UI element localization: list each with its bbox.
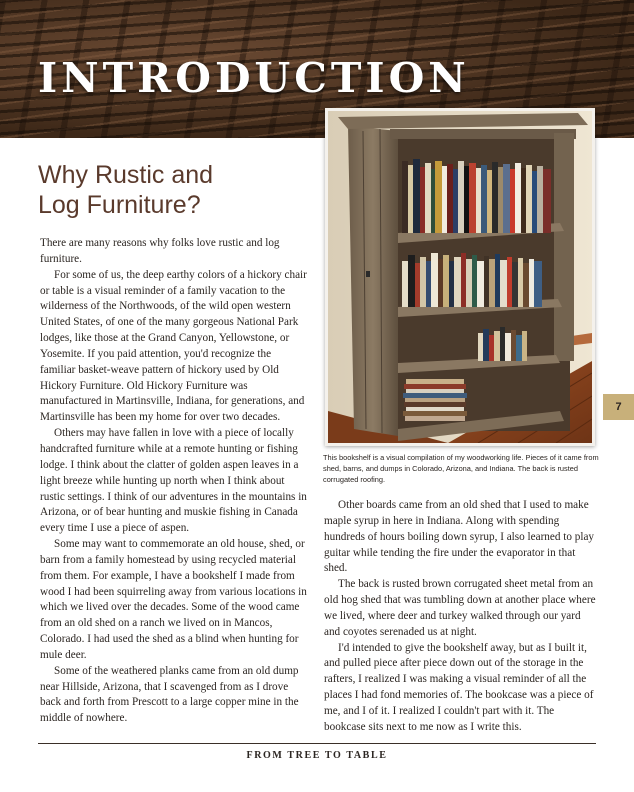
body-paragraph: I'd intended to give the bookshelf away, but as I built it, and pulled piece after piece down out of the storage in the rafters, I realized I was making a visual reminder of all the places I had fond memories of. The bookcase was a piece of me, and I of it. I realized I couldn't part with it. The bookcase sits next to me now as I write this. xyxy=(324,641,594,733)
photo-caption: This bookshelf is a visual compilation of my woodworking life. Pieces of it came from shed, barns, and dumps in Colorado, Arizona, and Indiana. The back is rusted corrugated roofing. xyxy=(323,453,599,484)
bookshelf-photo xyxy=(325,108,595,446)
page-number-tab xyxy=(603,394,634,420)
bookshelf-illustration xyxy=(328,111,592,443)
body-paragraph: For some of us, the deep earthy colors of a hickory chair or table is a visual reminder of a family vacation to the wilderness of the Northwoods, of the wild open western United States, of one of the many gorgeous National Park lodges, like those at the Grand Canyon, Yellowstone, or Yosemite. If you paid attention, you'd recognize the familiar basket-weave pattern of hickory used by Old Hickory Furniture. Old Hickory Furniture was manufactured in Martinsville, Indiana, for generations, and Martinsville has been my home for over two decades. xyxy=(40,268,307,424)
chapter-title: INTRODUCTION xyxy=(38,54,470,102)
body-paragraph: Other boards came from an old shed that I used to make maple syrup in here in Indiana. Along with spending hundreds of hours boiling down syrup, I also learned to play guitar while tending the fire under the evaporator in that shed. xyxy=(324,499,595,575)
section-title-line-1: Why Rustic and xyxy=(38,161,214,189)
body-paragraph: The back is rusted brown corrugated sheet metal from an old hog shed that was tumbling down at another place where we lived, where deer and turkey walked through our yard and coyotes serenaded us at night. xyxy=(324,578,596,638)
section-title-line-2: Log Furniture? xyxy=(38,191,201,219)
body-paragraph: Others may have fallen in love with a piece of locally handcrafted furniture while at a remote hunting or fishing lodge. I think about the clatter of golden aspen leaves in a light breeze while hunting up north when I think about rustic settings. I think of our adventures in the mountains in Arizona, or of bear hunting and muskie fishing in Canada every time I use a piece of aspen. xyxy=(40,427,307,535)
running-footer: FROM TREE TO TABLE xyxy=(246,750,388,761)
body-column-right xyxy=(324,498,596,736)
body-paragraph: Some may want to commemorate an old house, shed, or barn from a family homestead by using recycled material from them. For example, I have a bookshelf I made from wood I had been squirreling away from various locations in which we lived over the decades. Some of the wood came from an old shed on a ranch we lived on in Mancos, Colorado. I had used the shed as a blind when hunting for mule deer. xyxy=(40,538,307,661)
footer-divider xyxy=(38,743,596,744)
body-paragraph: Some of the weathered planks came from an old dump near Hillside, Arizona, that I scavenged from as I drove back and forth from Prescott to a large copper mine in the middle of nowhere. xyxy=(40,664,299,725)
body-column-left xyxy=(40,236,308,727)
body-paragraph: There are many reasons why folks love rustic and log furniture. xyxy=(40,237,280,265)
section-title xyxy=(38,160,298,220)
page-number: 7 xyxy=(615,401,622,413)
